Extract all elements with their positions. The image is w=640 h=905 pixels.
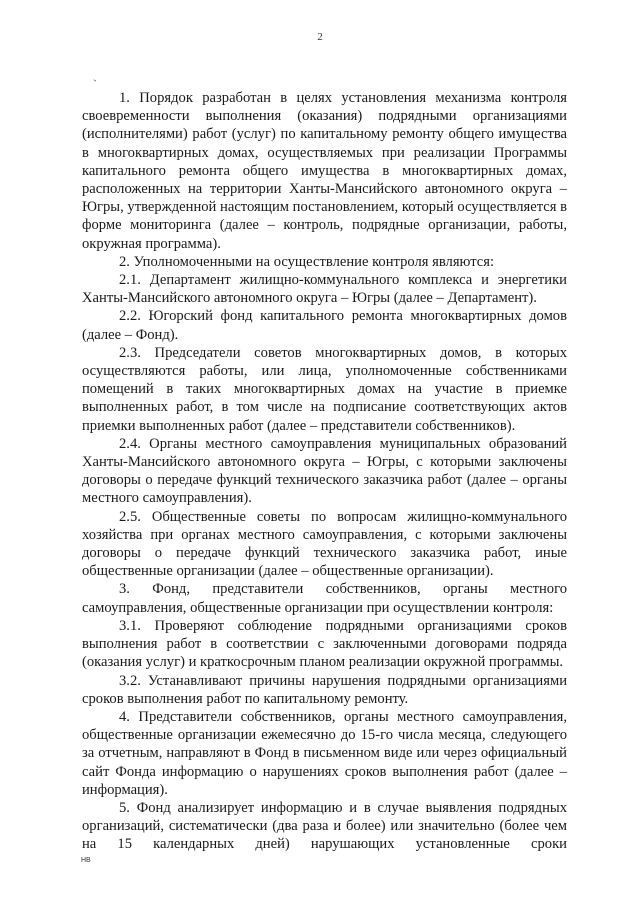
paragraph-2-5: 2.5. Общественные советы по вопросам жилищно-коммунального хозяйства при органах местного самоуправления, с которыми заключены договоры о передаче функций технического заказчика работ, иные общественные организации (далее – общественные организации). [82,508,567,580]
paragraph-2-2: 2.2. Югорский фонд капитального ремонта многоквартирных домов (далее – Фонд). [82,308,567,343]
paragraph-2: 2. Уполномоченными на осуществление контроля являются: [119,253,495,270]
paragraph-3-2: 3.2. Устанавливают причины нарушения подрядными организациями сроков выполнения работ по капитальному ремонту. [82,672,567,707]
paragraph-2-1: 2.1. Департамент жилищно-коммунального комплекса и энергетики Ханты-Мансийского автономного округа – Югры (далее – Департамент). [82,272,567,307]
paragraph-1: 1. Порядок разработан в целях установления механизма контроля своевременности выполнения (оказания) подрядными организациями (исполнителями) работ (услуг) по капитальному ремонту общего имущества в многоквартирных домах, осуществляемых при реализации Программы капитального ремонта общего имущества в многоквартирных домах, расположенных на территории Ханты-Мансийского автономного округа – Югры, утвержденной настоящим постановлением, который осуществляется в форме мониторинга (далее – контроль, подрядные организации, работы, окружная программа). [82,90,567,252]
paragraph-2-4: 2.4. Органы местного самоуправления муниципальных образований Ханты-Мансийского автономного округа – Югры, с которыми заключены договоры о передаче функций технического заказчика работ (далее – органы местного самоуправления). [82,435,567,507]
footer-code: НВ [81,857,91,864]
paragraph-5: 5. Фонд анализирует информацию и в случае выявления подрядных организаций, систематически (два раза и более) или значительно (более чем на 15 календарных дней) нарушающих установленные сроки [82,799,567,853]
stray-mark: ` [93,77,97,91]
paragraph-3: 3. Фонд, представители собственников, органы местного самоуправления, общественные организации при осуществлении контроля: [82,581,567,616]
document-body [82,89,567,854]
paragraph-4: 4. Представители собственников, органы местного самоуправления, общественные организации ежемесячно до 15-го числа месяца, следующего за отчетным, направляют в Фонд в письменном виде или через официальный сайт Фонда информацию о нарушениях сроков выполнения работ (далее – информация). [82,708,567,798]
paragraph-2-3: 2.3. Председатели советов многоквартирных домов, в которых осуществляются работы, или лица, уполномоченные собственниками помещений в таких многоквартирных домах на участие в приемке выполненных работ, в том числе на подписание соответствующих актов приемки выполненных работ (далее – представители собственников). [82,344,567,434]
paragraph-3-1: 3.1. Проверяют соблюдение подрядными организациями сроков выполнения работ в соответствии с заключенными договорами подряда (оказания услуг) и краткосрочным планом реализации окружной программы. [82,617,567,671]
page-number: 2 [317,31,323,43]
